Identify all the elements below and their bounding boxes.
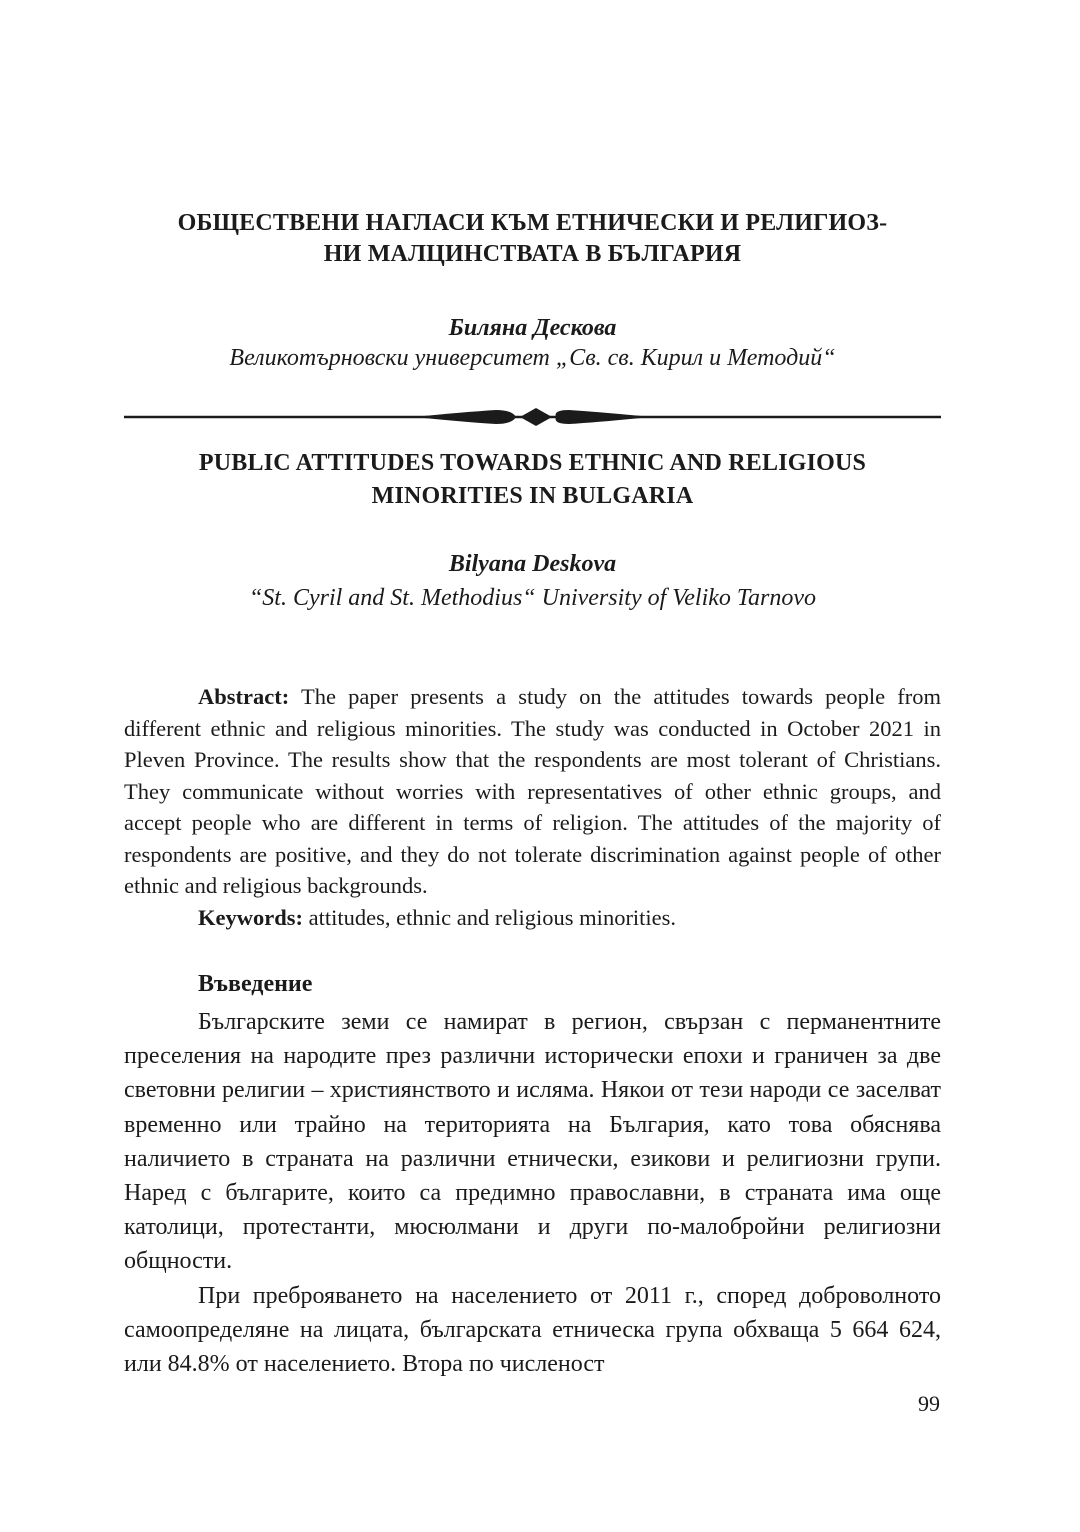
affiliation-bulgarian: Великотърновски университет „Св. св. Кирил и Методий“ [229,345,836,371]
keywords-text: attitudes, ethnic and religious minorities. [303,904,677,930]
section-heading-introduction: Въведение [198,971,313,997]
author-name-bulgarian: Биляна Дескова [448,315,617,341]
page-number: 99 [918,1391,940,1416]
divider-left-flourish [414,410,516,424]
abstract-section [124,681,941,933]
body-paragraph-1: Българските земи се намират в регион, свързан с перманентните преселения на народите през различни исторически епохи и граничен за две световни религии – християнството и исляма. Някои от тези народи се заселват временно или трайно на територията на България, като това обяснява наличието в страната на различни етнически, езикови и религиозни групи. Наред с българите, които са предимно православни, в страната има още католици, протестанти, мюсюлмани и други по-малобройни религиозни общности. [124,1009,941,1275]
ornamental-divider [124,402,941,432]
abstract-label: Abstract: [198,684,290,709]
introduction-body [124,1005,941,1381]
abstract-paragraph [124,681,941,902]
abstract-text: The paper presents a study on the attitudes towards people from different ethnic and religious minorities. The study was conducted in October 2021 in Pleven Province. The results show that the respondents are most tolerant of Christians. They communicate without worries with representatives of other ethnic groups, and accept people who are different in terms of religion. The attitudes of the majority of respondents are positive, and they do not tolerate discrimination against people of other ethnic and religious backgrounds. [124,684,941,898]
title-english-line-1: PUBLIC ATTITUDES TOWARDS ETHNIC AND RELIGIOUS [198,450,867,476]
title-bulgarian-line-2: НИ МАЛЦИНСТВАТА В БЪЛГАРИЯ [323,241,742,267]
body-paragraph-2: При преброяването на населението от 2011 г., според доброволното самоопределяне на лицата, българската етническа група обхваща 5 664 624, или 84.8% от населението. Втора по численост [124,1282,941,1378]
divider-center-diamond [520,408,552,426]
divider-right-flourish [556,410,651,424]
keywords-label: Keywords: [198,904,303,930]
title-english-line-2: MINORITIES IN BULGARIA [371,483,694,509]
keywords-paragraph [124,902,941,934]
affiliation-english: “St. Cyril and St. Methodius“ University of Veliko Tarnovo [248,585,817,611]
title-bulgarian-line-1: ОБЩЕСТВЕНИ НАГЛАСИ КЪМ ЕТНИЧЕСКИ И РЕЛИГИОЗ- [177,210,888,236]
title-english [124,447,941,513]
title-bulgarian [124,208,941,270]
author-name-english: Bilyana Deskova [448,551,617,577]
